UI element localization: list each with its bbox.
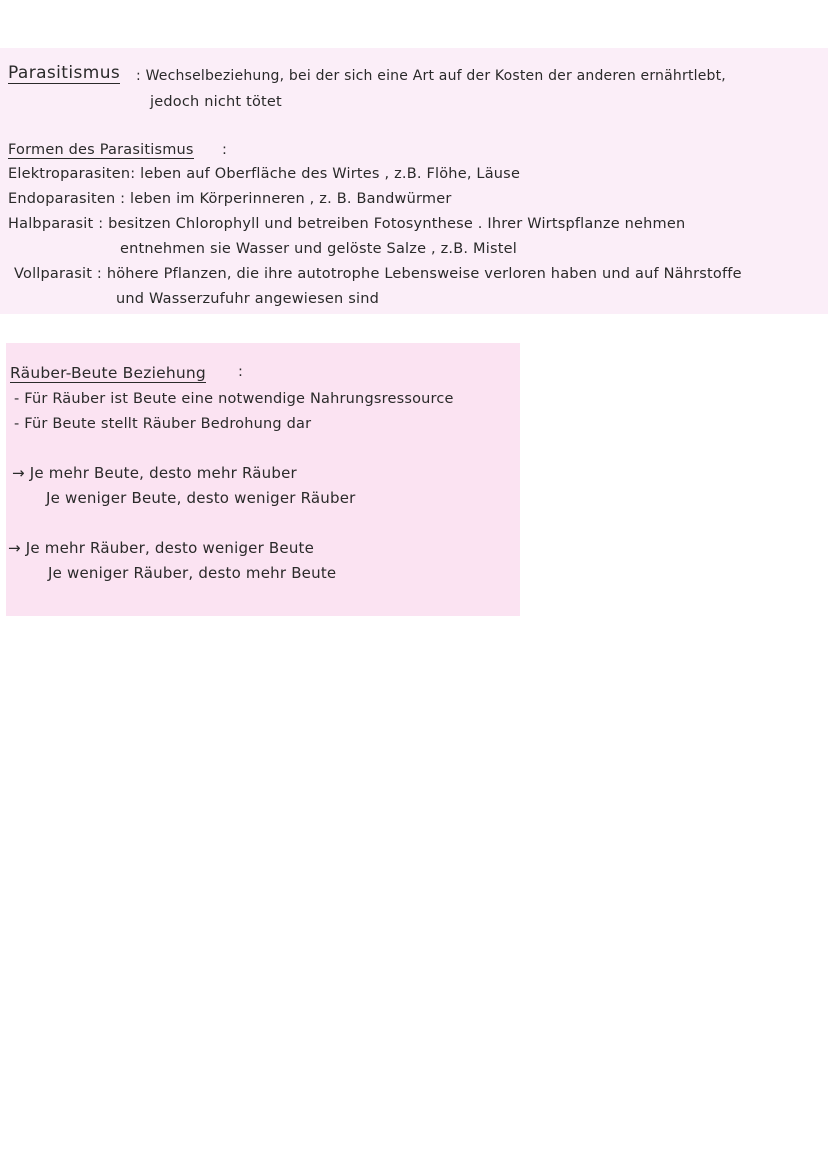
form-hemiparasite-line1: Halbparasit : besitzen Chlorophyll und betreiben Fotosynthese . Ihrer Wirtspflanze nehmen (8, 216, 686, 232)
parasitism-definition-line1: : Wechselbeziehung, bei der sich eine Art auf der Kosten der anderen ernährtlebt, (136, 68, 726, 84)
predator-prey-bullet-2: - Für Beute stellt Räuber Bedrohung dar (14, 416, 312, 432)
predator-prey-heading: Räuber-Beute Beziehung (10, 364, 206, 382)
form-endoparasites: Endoparasiten : leben im Körperinneren , z. B. Bandwürmer (8, 191, 452, 207)
parasitism-term: Parasitismus (8, 63, 121, 83)
predator-prey-heading-colon: : (238, 364, 244, 380)
parasitism-definition-line2: jedoch nicht tötet (150, 94, 282, 110)
rule1-line1: → Je mehr Beute, desto mehr Räuber (12, 464, 297, 482)
rule2-line2: Je weniger Räuber, desto mehr Beute (48, 564, 337, 582)
rule2-line1: → Je mehr Räuber, desto weniger Beute (8, 539, 315, 557)
rule1-line2: Je weniger Beute, desto weniger Räuber (46, 489, 356, 507)
predator-prey-bullet-1: - Für Räuber ist Beute eine notwendige Nahrungsressource (14, 391, 454, 407)
form-hemiparasite-line2: entnehmen sie Wasser und gelöste Salze , z.B. Mistel (120, 241, 517, 257)
form-holoparasite-line1: Vollparasit : höhere Pflanzen, die ihre autotrophe Lebensweise verloren haben und auf Nährstoffe (14, 266, 742, 282)
forms-heading-colon: : (222, 142, 228, 158)
form-ectoparasites: Elektroparasiten: leben auf Oberfläche des Wirtes , z.B. Flöhe, Läuse (8, 166, 521, 182)
form-holoparasite-line2: und Wasserzufuhr angewiesen sind (116, 291, 379, 307)
forms-heading: Formen des Parasitismus (8, 142, 194, 158)
